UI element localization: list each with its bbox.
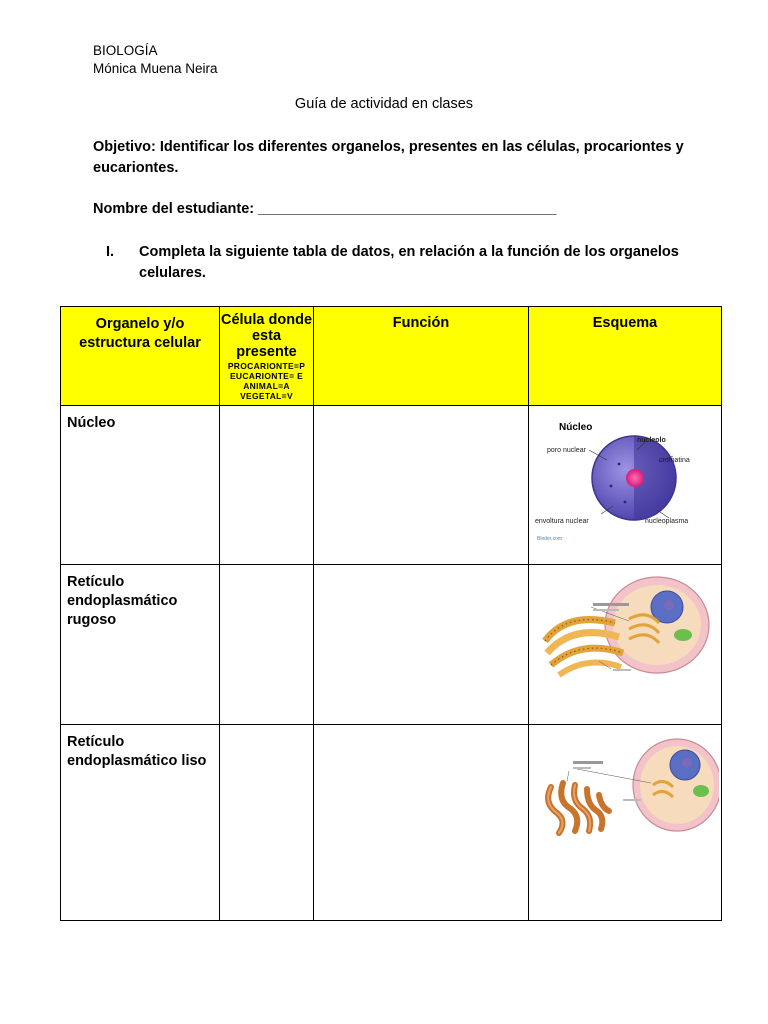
organelle-table [60, 306, 722, 921]
student-label: Nombre del estudiante: [93, 201, 255, 217]
code-plant: VEGETAL=V [240, 391, 293, 401]
student-name-line [93, 201, 557, 217]
label-nucleolus: nucleolo [637, 437, 666, 444]
smooth-er-illustration [529, 725, 719, 917]
label-pore: poro nuclear [547, 447, 586, 454]
header-cell-title: Célula donde esta presente [220, 312, 313, 360]
cell-type-answer[interactable] [220, 725, 314, 921]
table-row [61, 406, 722, 565]
code-animal: ANIMAL=A [243, 381, 290, 391]
instruction-number: I. [106, 244, 115, 260]
student-blank: _____________________________________ [258, 201, 557, 217]
table-row [61, 565, 722, 725]
objective-text: Objetivo: Identificar los diferentes organelos, presentes en las células, procariontes y eucariontes. [93, 139, 684, 176]
header-cell-codes [220, 361, 313, 401]
figure-title: Núcleo [559, 422, 593, 433]
label-envelope: envoltura nuclear [535, 518, 589, 525]
code-eukaryote: EUCARIONTE= E [229, 371, 304, 381]
document-header [93, 42, 218, 78]
label-chromatin: cromatina [659, 457, 690, 464]
nucleus-illustration [529, 406, 719, 562]
rough-er-illustration [529, 565, 719, 721]
function-answer[interactable] [314, 725, 529, 921]
header-diagram: Esquema [529, 307, 722, 406]
function-answer[interactable] [314, 406, 529, 565]
row-label-nucleus: Núcleo [61, 406, 220, 565]
label-nucleoplasm: nucleoplasma [645, 518, 689, 525]
cell-type-answer[interactable] [220, 565, 314, 725]
row-label-rough-er: Retículo endoplasmático rugoso [61, 565, 220, 725]
page-title: Guía de actividad en clases [294, 96, 474, 112]
figure-credit: Bleder.com [537, 536, 563, 542]
header-cell [220, 307, 314, 406]
row-label-smooth-er: Retículo endoplasmático liso [61, 725, 220, 921]
nucleus-diagram [529, 406, 722, 565]
smooth-er-diagram [529, 725, 722, 921]
cell-type-answer[interactable] [220, 406, 314, 565]
rough-er-diagram [529, 565, 722, 725]
code-prokaryote: PROCARIONTE=P [227, 361, 306, 371]
subject-name: BIOLOGÍA [93, 43, 158, 58]
teacher-name: Mónica Muena Neira [93, 61, 218, 76]
instruction-text: Completa la siguiente tabla de datos, en relación a la función de los organelos celulares. [139, 244, 679, 281]
table-row [61, 725, 722, 921]
header-function: Función [314, 307, 529, 406]
function-answer[interactable] [314, 565, 529, 725]
header-organelle: Organelo y/o estructura celular [61, 307, 220, 406]
